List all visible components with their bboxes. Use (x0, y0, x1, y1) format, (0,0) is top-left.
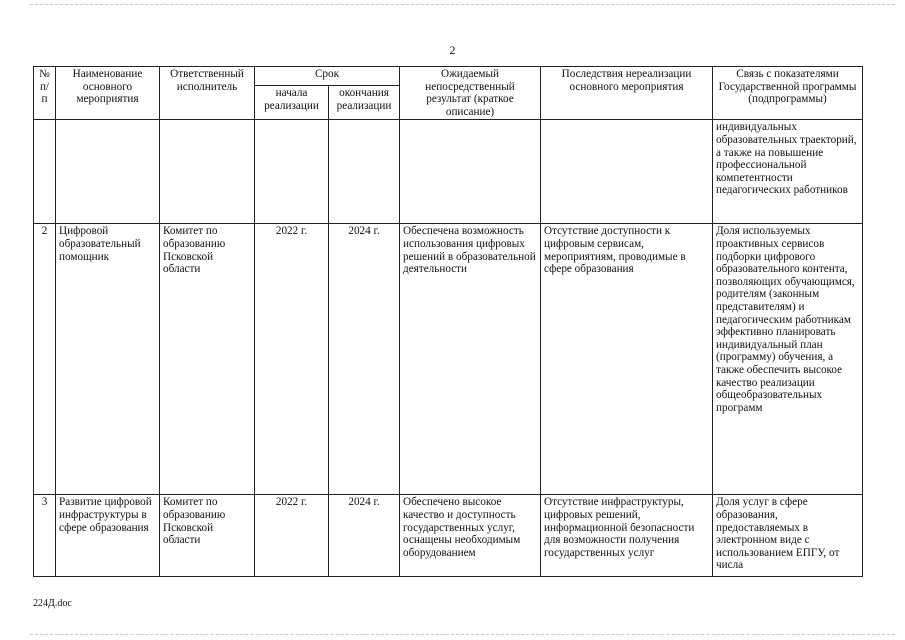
row-num: 2 (34, 224, 56, 495)
header-end: окончания реализации (329, 86, 400, 120)
header-term: Срок (255, 67, 400, 86)
row-executor: Комитет по образованию Псковской области (160, 495, 255, 577)
row-start: 2022 г. (255, 224, 329, 495)
row-name: Цифровой образовательный помощник (56, 224, 160, 495)
header-num: № п/п (34, 67, 56, 120)
header-result: Ожидаемый непосредственный результат (краткое описание) (400, 67, 541, 120)
row-executor: Комитет по образованию Псковской области (160, 224, 255, 495)
header-row (34, 67, 863, 86)
scan-artifact-top (30, 4, 895, 5)
row-end: 2024 г. (329, 224, 400, 495)
row-name: Развитие цифровой инфраструктуры в сфере образования (56, 495, 160, 577)
header-link: Связь с показателями Государственной программы (подпрограммы) (713, 67, 863, 120)
row-consequences: Отсутствие инфраструктуры, цифровых решений, информационной безопасности для возможности получения государственных услуг (541, 495, 713, 577)
header-start: начала реализации (255, 86, 329, 120)
table-row (34, 224, 863, 495)
row-link: Доля используемых проактивных сервисов подборки цифрового образовательного контента, позволяющих обучающимся, родителям (законным представителям) и педагогическим работникам эффективно планировать индивидуальный план (программу) обучения, а также обеспечить высокое качество реализации общеобразовательных программ (713, 224, 863, 495)
page-number: 2 (449, 43, 456, 57)
row-end: 2024 г. (329, 495, 400, 577)
header-consequences: Последствия нереализации основного мероприятия (541, 67, 713, 120)
row-num: 3 (34, 495, 56, 577)
row-start: 2022 г. (255, 495, 329, 577)
measures-table (33, 66, 863, 577)
footer-filename: 224Д.doc (33, 598, 72, 609)
row-link: Доля услуг в сфере образования, предоставляемых в электронном виде с использованием ЕПГУ, от числа (713, 495, 863, 577)
header-name: Наименование основного мероприятия (56, 67, 160, 120)
row-result: Обеспечена возможность использования цифровых решений в образовательной деятельности (400, 224, 541, 495)
row-consequences: Отсутствие доступности к цифровым сервисам, мероприятиям, проводимые в сфере образования (541, 224, 713, 495)
row-result: Обеспечено высокое качество и доступность государственных услуг, оснащены необходимым оборудованием (400, 495, 541, 577)
continuation-link-cell: индивидуальных образовательных траекторий, а также на повышение профессиональной компетентности педагогических работников (713, 120, 863, 224)
table-row (34, 495, 863, 577)
header-executor: Ответственный исполнитель (160, 67, 255, 120)
table-row-continuation (34, 120, 863, 224)
scan-artifact-bottom (30, 634, 895, 635)
